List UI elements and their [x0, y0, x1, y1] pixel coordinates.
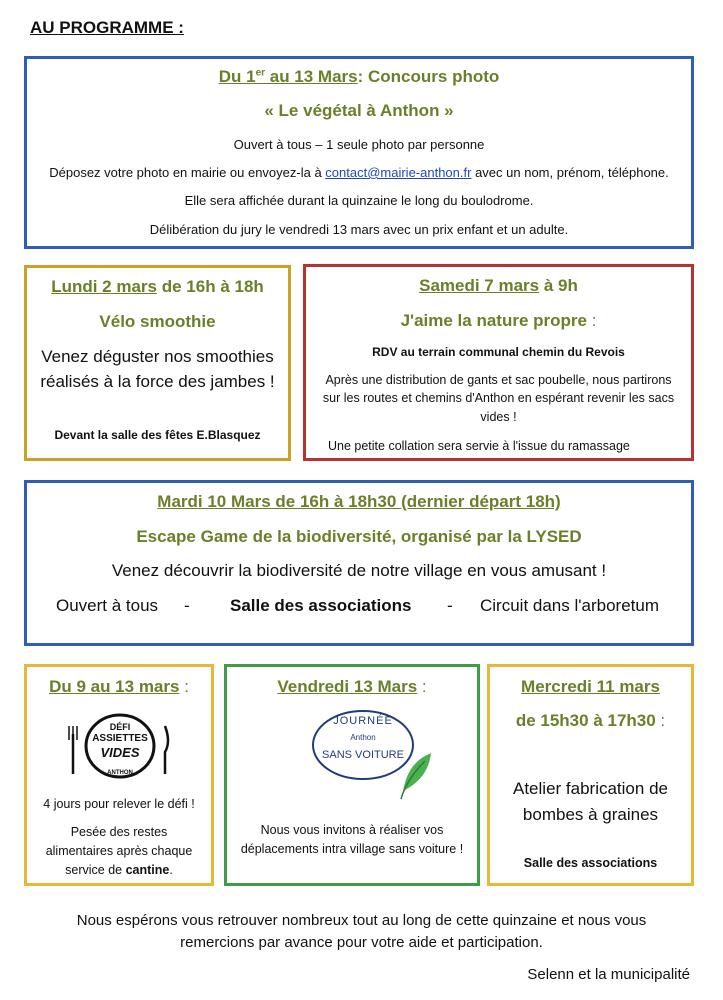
- photo-contest-line3: Elle sera affichée durant la quinzaine le long du boulodrome.: [184, 193, 534, 208]
- defi-logo-text-4: ANTHON: [107, 770, 133, 776]
- journee-logo-text-2: Anthon: [350, 733, 376, 742]
- defi-line-1: 4 jours pour relever le défi !: [43, 797, 195, 811]
- atelier-title-1: Atelier fabrication de: [513, 779, 668, 798]
- escape-dash-1: -: [184, 596, 190, 615]
- atelier-place: Salle des associations: [523, 856, 658, 870]
- photo-contest-line1: Ouvert à tous – 1 seule photo par personne: [233, 137, 485, 152]
- defi-logo-text-2: ASSIETTES: [92, 733, 148, 744]
- defi-logo: [65, 712, 175, 782]
- nature-desc-3: vides !: [480, 410, 517, 424]
- contact-email-link[interactable]: contact@mairie-anthon.fr: [325, 165, 472, 180]
- defi-line-2: Pesée des restes: [70, 825, 168, 839]
- nature-desc-1: Après une distribution de gants et sac poubelle, nous partirons: [325, 373, 672, 387]
- photo-contest-date: Du 1er au 13 Mars: [218, 67, 358, 86]
- atelier-title-2: bombes à graines: [522, 805, 659, 824]
- footer-line-1: Nous espérons vous retrouver nombreux tout au long de cette quinzaine et nous vous: [76, 912, 647, 929]
- footer-signature: Selenn et la municipalité: [527, 966, 690, 983]
- journee-date: Vendredi 13 Mars :: [277, 677, 427, 696]
- escape-dash-2: -: [447, 596, 453, 615]
- nature-propre-box: [303, 264, 694, 461]
- defi-date: Du 9 au 13 mars :: [49, 677, 189, 696]
- defi-line-3: alimentaires après chaque: [45, 844, 193, 858]
- defi-logo-text-1: DÉFI: [109, 722, 131, 732]
- velo-smoothie-box: [24, 265, 291, 461]
- escape-desc: Venez découvrir la biodiversité de notre village en vous amusant !: [111, 561, 607, 580]
- velo-title: Vélo smoothie: [99, 312, 216, 331]
- photo-contest-line4: Délibération du jury le vendredi 13 mars avec un prix enfant et un adulte.: [149, 222, 569, 237]
- page-heading: AU PROGRAMME :: [30, 18, 184, 37]
- defi-line-4: service de cantine.: [65, 863, 173, 877]
- photo-contest-line2: Déposez votre photo en mairie ou envoyez-la à contact@mairie-anthon.fr avec un nom, prénom, téléphone.: [49, 165, 669, 180]
- velo-desc-2: réalisés à la force des jambes !: [40, 372, 275, 391]
- footer-line-2: remercions par avance pour votre aide et participation.: [180, 934, 543, 951]
- velo-date-line: Lundi 2 mars de 16h à 18h: [51, 277, 264, 296]
- escape-game-box: [24, 480, 694, 646]
- journee-sans-voiture-box: [224, 664, 480, 886]
- photo-contest-event: Concours photo: [368, 67, 500, 86]
- escape-subtitle: Escape Game de la biodiversité, organisé par la LYSED: [136, 527, 582, 546]
- velo-place: Devant la salle des fêtes E.Blasquez: [54, 428, 261, 442]
- escape-open: Ouvert à tous: [56, 596, 159, 615]
- escape-place: Salle des associations: [230, 596, 412, 615]
- defi-assiettes-box: [24, 664, 214, 886]
- escape-circuit: Circuit dans l'arboretum: [480, 596, 659, 615]
- nature-date-line: Samedi 7 mars à 9h: [419, 276, 578, 295]
- nature-rdv: RDV au terrain communal chemin du Revois: [372, 345, 625, 359]
- atelier-time: de 15h30 à 17h30 :: [515, 711, 666, 730]
- journee-line-2: déplacements intra village sans voiture !: [240, 842, 464, 856]
- defi-logo-text-3: VIDES: [100, 745, 140, 760]
- nature-desc-2: sur les routes et chemins d'Anthon en espérant revenir les sacs: [322, 391, 675, 405]
- journee-logo: [311, 709, 441, 801]
- photo-contest-title: Du 1er au 13 Mars: Concours photo: [218, 67, 500, 86]
- photo-contest-box: [24, 56, 694, 249]
- atelier-box: [487, 664, 694, 886]
- journee-logo-text-3: SANS VOITURE: [322, 749, 404, 761]
- velo-desc-1: Venez déguster nos smoothies: [41, 347, 274, 366]
- atelier-date: Mercredi 11 mars: [521, 677, 660, 696]
- nature-collation: Une petite collation sera servie à l'issue du ramassage: [328, 439, 630, 453]
- journee-line-1: Nous vous invitons à réaliser vos: [260, 823, 444, 837]
- journee-logo-text-1: JOURNÉE: [333, 715, 393, 727]
- nature-title: J'aime la nature propre :: [400, 311, 597, 330]
- escape-title: Mardi 10 Mars de 16h à 18h30 (dernier départ 18h): [157, 492, 561, 511]
- photo-contest-subtitle: « Le végétal à Anthon »: [264, 101, 454, 120]
